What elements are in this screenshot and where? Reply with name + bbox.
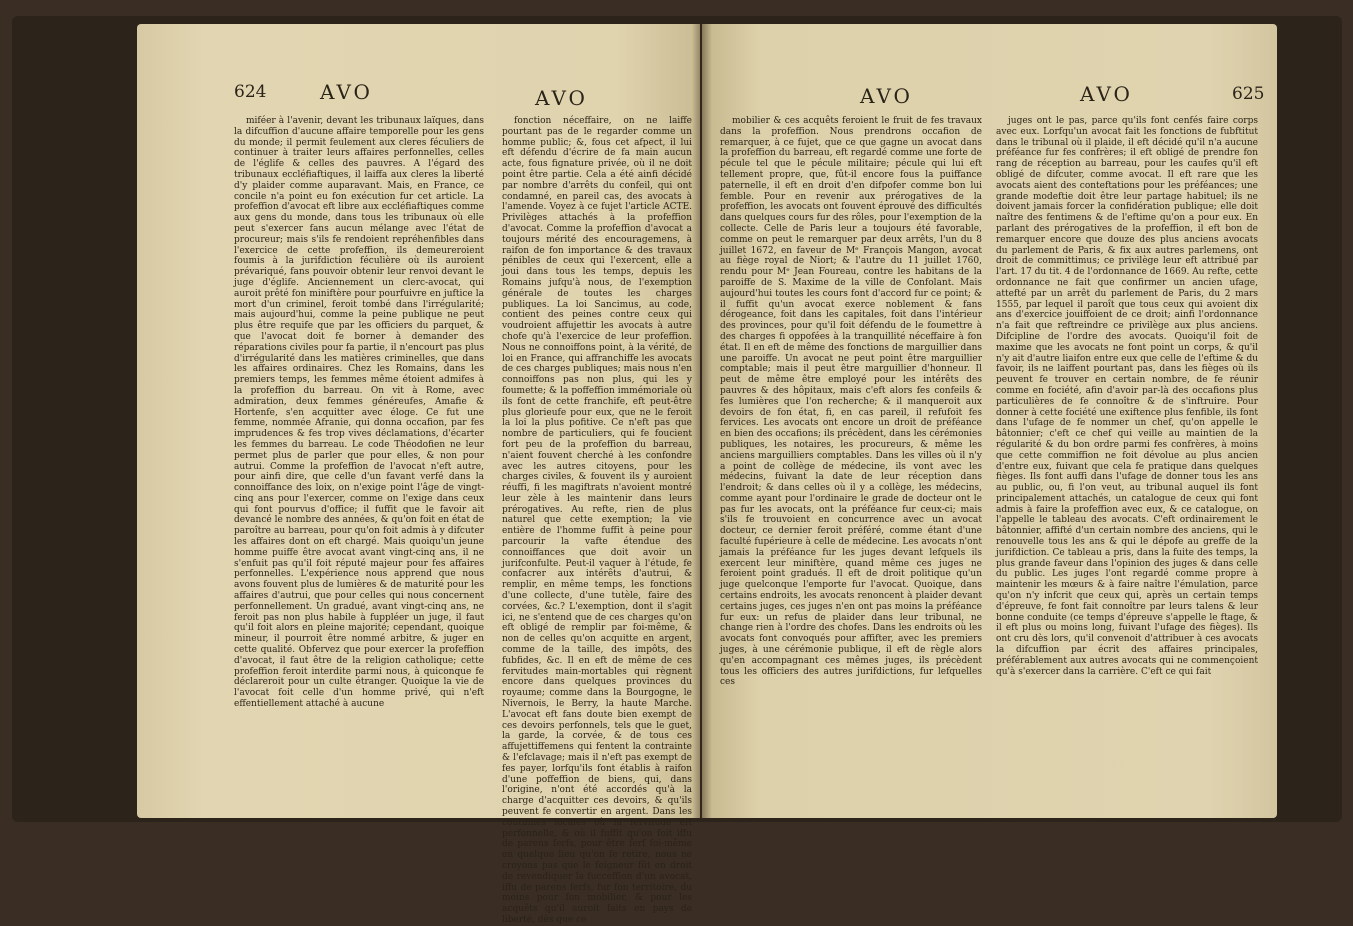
book-gutter [692, 24, 712, 818]
right-column-2-text: juges ont le pas, parce qu'ils font cenfés faire corps avec eux. Lorfqu'un avocat fait les fonctions de fubftitut dans le tribunal où il plaide, il eft décidé qu'il n'a aucune préféance fur fes confrères; il eft obligé de prendre fon rang de réception au barreau, pour les caufes qu'il eft obligé de difcuter, comme avocat. Il eft rare que les avocats aient des conteftations pour les préféances; une grande modeftie doit être leur partage habituel; ils ne doivent jamais forcer la confidération publique; elle doit naître des fentimens & de l'eftime qu'on a pour eux. En parlant des prérogatives de la profeffion, il eft bon de remarquer encore que douze des plus anciens avocats du parlement de Paris, & fix aux autres parlemens, ont droit de committimus; ce privilège leur eft attribué par l'art. 17 du tit. 4 de l'ordonnance de 1669. Au refte, cette ordonnance ne fait que confirmer un ancien ufage, attefté par un arrêt du parlement de Paris, du 2 mars 1555, par lequel il paroît que tous ceux qui avoient dix ans d'exercice jouiffoient de ce droit; ainfi l'ordonnance n'a fait que reftreindre ce privilège aux plus anciens. Difcipline de l'ordre des avocats. Quoiqu'il foit de maxime que les avocats ne font point un corps, & qu'il n'y ait d'autre liaifon entre eux que celle de l'eftime & du favoir, ils ne laiffent pourtant pas, dans les fièges où ils peuvent fe trouver en certain nombre, de fe réunir comme en fociété, afin d'avoir par-là des occafions plus particulières de fe connoître & de s'inftruire. Pour donner à cette fociété une exiftence plus fenfible, ils font dans l'ufage de fe nommer un chef, qu'on appelle le bâtonnier; c'eft ce chef qui veille au maintien de la régularité & du bon ordre parmi fes confrères, à moins que cette commiffion ne foit dévolue au plus ancien d'entre eux, fuivant que cela fe pratique dans quelques fièges. Ils font auffi dans l'ufage de donner tous les ans au public, ou, fi l'on veut, au tribunal auquel ils font principalement attachés, un catalogue de ceux qui font admis à faire la profeffion avec eux, & ce catalogue, on l'appelle le tableau des avocats. C'eft ordinairement le bâtonnier, affifté d'un certain nombre des anciens, qui le renouvelle tous les ans & qui le dépofe au greffe de la jurifdiction. Ce tableau a pris, dans la fuite des temps, la plus grande faveur dans l'opinion des juges & dans celle du public. Les juges l'ont regardé comme propre à maintenir les mœurs & à faire naître l'émulation, parce qu'on n'y infcrit que ceux qui, après un certain temps d'épreuve, fe font fait connoître par leurs talens & leur bonne conduite (ce temps d'épreuve s'appelle le ftage, & il eft plus ou moins long, fuivant l'ufage des fièges). Ils ont cru dès lors, qu'il convenoit d'attribuer à ces avocats la difcuffion par écrit des affaires principales, préférablement aux autres avocats qui ne commençoient qu'à s'exercer dans la carrière. C'eft ce qui fait [996, 116, 1258, 677]
running-head-right-1: AVO [860, 84, 913, 108]
right-column-2 [996, 116, 1258, 806]
page-number-right: 625 [1232, 84, 1265, 104]
running-head-right-2: AVO [1080, 82, 1133, 106]
left-page [137, 24, 700, 925]
left-column-1-text: miféer à l'avenir, devant les tribunaux laïques, dans la difcuffion d'aucune affaire temporelle pour les gens du monde; il permit feulement aux cleres féculiers de continuer à traiter leurs affaires perfonnelles, celles de l'églife & celles des pauvres. A l'égard des tribunaux eccléfiaftiques, il laiffa aux cleres la liberté d'y plaider comme auparavant. Mais, en France, ce concile n'a point eu fon exécution fur cet article. La profeffion d'avocat eft libre aux eccléfiaftiques comme aux gens du monde, dans tous les tribunaux où elle peut s'exercer fans aucun mélange avec l'état de procureur; mais s'ils fe rendoient repréhenfibles dans l'exercice de cette profeffion, ils demeureroient foumis à la jurifdiction féculière où ils auroient prévariqué, fans pouvoir obtenir leur renvoi devant le juge d'églife. Anciennement un clerc-avocat, qui auroit prêté fon miniftère pour pourfuivre en juftice la mort d'un criminel, feroit tombé dans l'irrégularité; mais aujourd'hui, comme la peine publique ne peut plus être requife que par les officiers du parquet, & que l'avocat doit fe borner à demander des réparations civiles pour fa partie, il n'encourt pas plus d'irrégularité dans les matières criminelles, que dans les affaires ordinaires. Chez les Romains, dans les premiers temps, les femmes même étoient admifes à la profeffion du barreau. On vit à Rome, avec admiration, deux femmes généreufes, Amafie & Hortenfe, s'en acquitter avec éloge. Ce fut une femme, nommée Afranie, qui donna occafion, par fes imprudences & fes trop vives déclamations, d'écarter les femmes du barreau. Le code Théodofien ne leur permet plus de parler que pour elles, & non pour autrui. Comme la profeffion de l'avocat n'eft autre, pour ainfi dire, que celle d'un favant verfé dans la connoiffance des loix, on n'exige point l'âge de vingt-cinq ans pour l'exercer, comme on l'exige dans ceux qui font pourvus d'office; il fuffit que le favoir ait devancé le nombre des années, & qu'on foit en état de paroître au barreau, pour qu'on foit admis à y difcuter les affaires dont on eft chargé. Mais quoiqu'un jeune homme puiffe être avocat avant vingt-cinq ans, il ne s'enfuit pas qu'il foit réputé majeur pour fes affaires perfonnelles. L'expérience nous apprend que nous avons fouvent plus de lumières & de maturité pour les affaires d'autrui, que pour celles qui nous concernent perfonnellement. Un gradué, avant vingt-cinq ans, ne feroit pas non plus habile à fuppléer un juge, il faut qu'il foit alors en pleine majorité; cependant, quoique mineur, il pourroit être nommé arbitre, & juger en cette qualité. Obfervez que pour exercer la profeffion d'avocat, il faut être de la religion catholique; cette profeffion feroit interdite parmi nous, à quiconque fe déclareroit pour un culte étranger. Quoique la vie de l'avocat foit celle d'un homme privé, qui n'eft effentiellement attaché à aucune [234, 116, 484, 710]
right-page [702, 24, 1277, 818]
book-spread [12, 16, 1342, 925]
page-number-left: 624 [234, 82, 267, 102]
right-column-1-text: mobilier & ces acquêts feroient le fruit de fes travaux dans la profeffion. Nous prendrons occafion de remarquer, à ce fujet, que ce que gagne un avocat dans la profeffion du barreau, eft regardé comme une forte de pécule tel que le pécule militaire; pécule qui lui eft tellement propre, que, fût-il encore fous la puiffance paternelle, il eft en droit d'en difpofer comme bon lui femble. Pour en revenir aux prérogatives de la profeffion, les avocats ont fouvent éprouvé des difficultés dans quelques cours fur des rôles, pour l'exemption de la collecte. Celle de Paris leur a toujours été favorable, comme on peut le remarquer par deux arrêts, l'un du 8 juillet 1672, en faveur de Mᵉ François Mangon, avocat au fiège royal de Niort; & l'autre du 11 juillet 1760, rendu pour Mᵉ Jean Foureau, contre les habitans de la paroiffe de S. Maxime de la ville de Confolant. Mais aujourd'hui toutes les cours font d'accord fur ce point; & il fuffit qu'un avocat exerce noblement & fans dérogeance, foit dans les capitales, foit dans l'intérieur des provinces, pour qu'il foit défendu de le foumettre à des charges fi oppofées à la tranquillité néceffaire à fon état. Il en eft de même des fonctions de marguillier dans une paroiffe. Un avocat ne peut point être marguillier comptable; mais il peut être marguillier d'honneur. Il peut de même être employé pour les intérêts des pauvres & des hôpitaux, mais c'eft alors fes confeils & fes lumières que l'on recherche; & il manqueroit aux devoirs de fon état, fi, en cas pareil, il refufoit fes fervices. Les avocats ont encore un droit de préféance en bien des occafions; ils précèdent, dans les cérémonies publiques, les notaires, les procureurs, & même les anciens marguilliers comptables. Dans les villes où il n'y a point de collège de médecine, ils vont avec les médecins, fuivant la date de leur réception dans l'endroit; & dans celles où il y a collège, les médecins, comme ayant pour l'ordinaire le grade de docteur ont le pas fur les avocats, ont la préféance fur ceux-ci; mais s'ils fe trouvoient en concurrence avec un avocat docteur, ce dernier feroit préféré, comme étant d'une faculté fupérieure à celle de médecine. Les avocats n'ont jamais la préféance fur les juges devant lefquels ils exercent leur miniftère, quand même ces juges ne feroient point gradués. Il eft de droit politique qu'un juge quelconque l'emporte fur l'avocat. Quoique, dans certains endroits, les avocats renoncent à plaider devant certains juges, ces juges n'en ont pas moins la préféance fur eux: un refus de plaider dans leur tribunal, ne change rien à l'ordre des chofes. Dans les endroits où les avocats font convoqués pour affifter, avec les premiers juges, à une cérémonie publique, il eft de règle alors qu'en accompagnant ces mêmes juges, ils précèdent tous les officiers des autres jurifdictions, fur lefquelles ces [720, 116, 982, 688]
right-column-1 [720, 116, 982, 806]
left-column-2 [502, 116, 692, 925]
left-column-2-text: fonction néceffaire, on ne laiffe pourtant pas de le regarder comme un homme public; &, fous cet afpect, il lui eft défendu d'écrire de fa main aucun acte, fous fignature privée, où il ne doit point être partie. Cela a été ainfi décidé par nombre d'arrêts du confeil, qui ont condamné, en pareil cas, des avocats à l'amende. Voyez à ce fujet l'article ACTE. Privilèges attachés à la profeffion d'avocat. Comme la profeffion d'avocat a toujours mérité des encouragemens, à raifon de fon importance & des travaux pénibles de ceux qui l'exercent, elle a joui dans tous les temps, depuis les Romains jufqu'à nous, de l'exemption générale de toutes les charges publiques. La loi Sancimus, au code, contient des peines contre ceux qui voudroient affujettir les avocats à autre chofe qu'à l'exercice de leur profeffion. Nous ne connoiffons point, à la vérité, de loi en France, qui affranchiffe les avocats de ces charges publiques; mais nous n'en connoiffons pas non plus, qui les y foumette; & la poffeffion immémoriale où ils font de cette franchife, eft peut-être plus glorieufe pour eux, que ne le feroit la loi la plus pofitive. Ce n'eft pas que nombre de particuliers, qui fe foucient fort peu de la profeffion du barreau, n'aient fouvent cherché à les confondre avec les autres citoyens, pour les charges civiles, & fouvent ils y auroient réuffi, fi les magiftrats n'avoient montré leur zèle à les maintenir dans leurs prérogatives. Au refte, rien de plus naturel que cette exemption; la vie entière de l'homme fuffit à peine pour parcourir la vafte étendue des connoiffances que doit avoir un jurifconfulte. Peut-il vaquer à l'étude, fe confacrer aux intérêts d'autrui, & remplir, en même temps, les fonctions d'une collecte, d'une tutèle, faire des corvées, &c.? L'exemption, dont il s'agit ici, ne s'entend que de ces charges qu'on eft obligé de remplir par foi-même, & non de celles qu'on acquitte en argent, comme de la taille, des impôts, des fubfides, &c. Il en eft de même de ces fervitudes main-mortables qui règnent encore dans quelques provinces du royaume; comme dans la Bourgogne, le Nivernois, le Berry, la haute Marche. L'avocat eft fans doute bien exempt de ces devoirs perfonnels, tels que le guet, la garde, la corvée, & de tous ces affujettiffemens qui fentent la contrainte & l'efclavage; mais il n'eft pas exempt de fes payer, lorfqu'ils font établis à raifon d'une poffeffion de biens, qui, dans l'origine, n'ont été accordés qu'à la charge d'acquitter ces devoirs, & qu'ils peuvent fe convertir en argent. Dans les coutumes locales où la fervitude eft perfonnelle, & où il fuffit qu'on foit iffu de parens ferfs, pour être ferf foi-même en quelque lieu qu'on fe retire, nous ne croyons pas que le feigneur fût en droit de revendiquer la fucceffion d'un avocat, iffu de parens ferfs, fur fon territoire, du moins pour fon mobilier, & pour les acquêts qu'il auroit faits en pays de liberté, dès que ce [502, 116, 692, 925]
running-head-left-1: AVO [320, 80, 373, 104]
left-column-1 [234, 116, 484, 806]
running-head-left-2: AVO [535, 86, 588, 110]
